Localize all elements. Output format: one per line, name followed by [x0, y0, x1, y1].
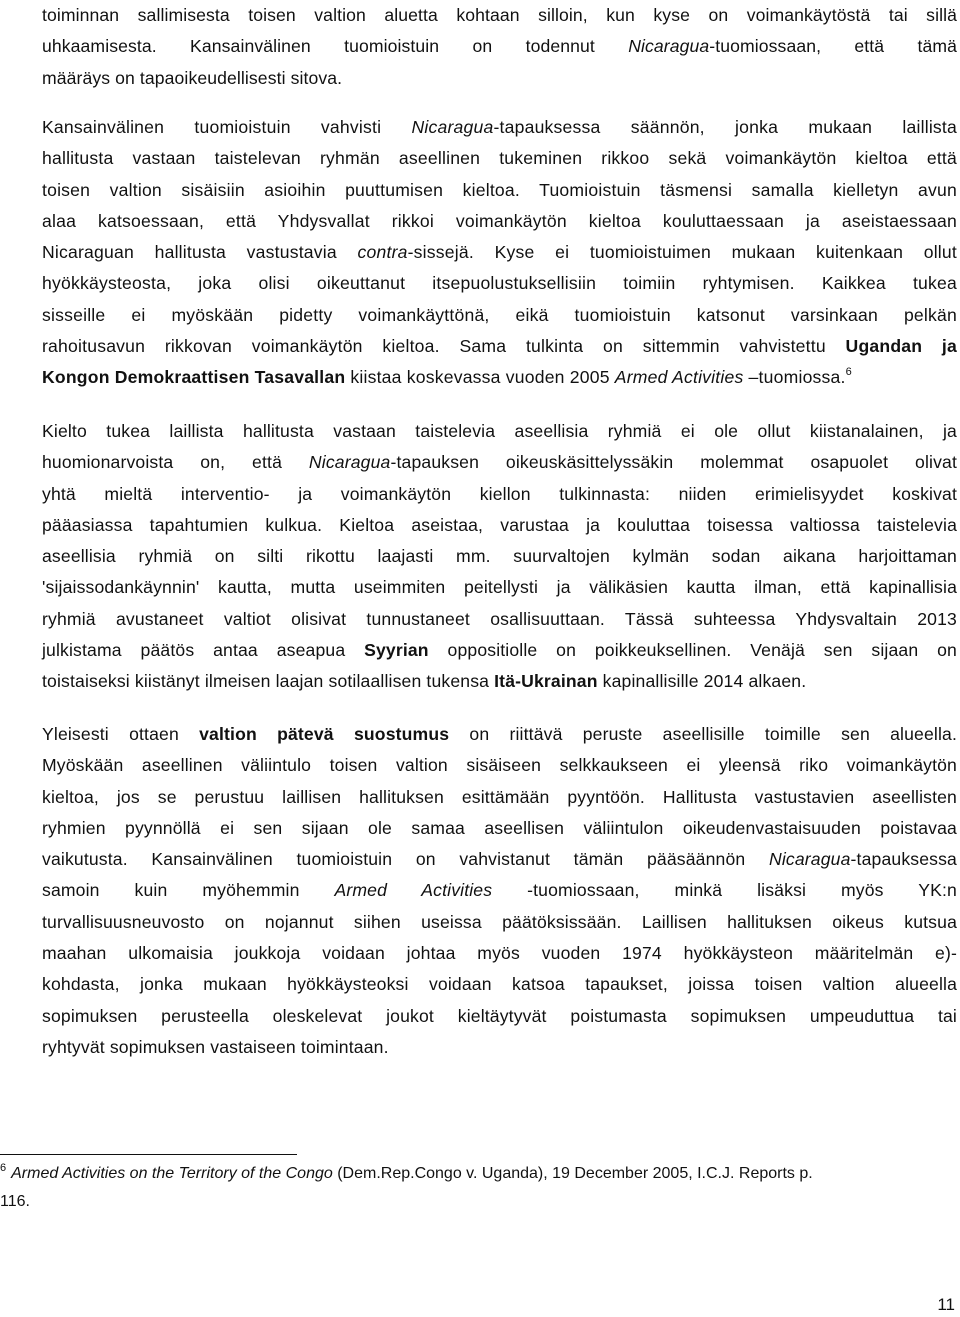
text-segment: ryhmiä avustaneet valtiot olisivat tunnustaneet osallisuuttaan. Tässä suhteessa Yhdysvaltain 2013	[42, 608, 957, 629]
text-segment: huomionarvoista on, että	[42, 452, 309, 473]
page-number: 11	[937, 1295, 955, 1314]
text-line	[42, 268, 957, 299]
text-segment: aseellisia ryhmiä on silti rikottu laajasti mm. suurvaltojen kylmän sodan aikana harjoittaman	[42, 546, 957, 567]
paragraph-intro	[42, 0, 957, 94]
text-segment: -tapauksen oikeuskäsittelyssäkin molemmat osapuolet olivat	[390, 452, 958, 473]
text-segment: vaikutusta. Kansainvälinen tuomioistuin on vahvistanut tämän pääsäännön	[42, 849, 769, 870]
paragraph-nicaragua-case	[42, 112, 957, 394]
text-line	[42, 813, 957, 844]
text-segment: Kielto tukea laillista hallitusta vastaan taistelevia aseellisia ryhmiä ei ole ollut kiistanalainen, ja	[42, 421, 957, 441]
text-line	[42, 31, 957, 62]
text-segment: Myöskään aseellinen väliintulo toisen valtion sisäiseen selkkaukseen ei yleensä riko voimankäytön	[42, 755, 957, 776]
text-line	[42, 479, 957, 510]
text-segment: kohdasta, jonka mukaan hyökkäysteoksi voidaan katsoa tapaukset, joissa toisen valtion alueella	[42, 974, 957, 995]
case-name-italic: Nicaragua	[628, 36, 710, 57]
text-line	[42, 300, 957, 331]
text-segment: maahan ulkomaisia joukkoja voidaan johtaa myös vuoden 1974 hyökkäysteon määritelmän e)-	[42, 943, 957, 964]
text-line	[42, 875, 957, 906]
bold-term: Ugandan ja	[845, 336, 958, 357]
text-segment: turvallisuusneuvosto on nojannut siihen useissa päätöksissään. Laillisen hallituksen oikeus kutsua	[42, 911, 957, 932]
text-segment: -tapauksessa	[850, 849, 957, 870]
text-segment: kapinallisille 2014 alkaen.	[597, 671, 807, 692]
text-segment: Nicaraguan hallitusta vastustavia	[42, 242, 358, 263]
text-segment: yhtä mieltä interventio- ja voimankäytön kiellon tulkinnasta: niiden erimielisyydet koskivat	[42, 483, 957, 504]
text-segment: uhkaamisesta. Kansainvälinen tuomioistuin on todennut	[42, 36, 629, 57]
text-segment: -tuomiossaan, minkä lisäksi myös YK:n	[492, 880, 957, 901]
text-segment: hyökkäysteosta, joka olisi oikeuttanut itsepuolustuksellisiin toimiin ryhtymisen. Kaikkea tukea	[42, 273, 957, 294]
text-line	[42, 63, 957, 94]
text-segment: -sissejä. Kyse ei tuomioistuimen mukaan kuitenkaan ollut	[407, 242, 957, 263]
footnote-page: 116.	[0, 1193, 30, 1210]
text-segment: määräys on tapaoikeudellisesti sitova.	[42, 67, 343, 88]
text-segment: toistaiseksi kiistänyt ilmeisen laajan sotilaallisen tukensa	[42, 671, 495, 692]
case-name-italic: Armed Activities	[334, 880, 493, 901]
text-segment: –tuomiossa.	[743, 367, 846, 388]
text-segment: samoin kuin myöhemmin	[42, 880, 335, 901]
text-segment: Yleisesti ottaen	[42, 724, 200, 744]
text-segment: toiminnan sallimisesta toisen valtion aluetta kohtaan silloin, kun kyse on voimankäytöstä tai sillä	[42, 5, 957, 25]
text-segment: Kansainvälinen tuomioistuin vahvisti	[42, 117, 412, 137]
text-segment: toisen valtion sisäisiin asioihin puuttumisen kieltoa. Tuomioistuin täsmensi samalla kielletyn avun	[42, 179, 957, 200]
bold-term: Kongon Demokraattisen Tasavallan	[42, 367, 346, 388]
text-segment: kiistaa koskevassa vuoden 2005	[345, 367, 615, 388]
footnote-separator	[0, 1154, 297, 1155]
text-line	[42, 782, 957, 813]
paragraph-armed-groups	[42, 416, 957, 698]
text-line	[42, 572, 957, 603]
text-segment: oppositiolle on poikkeuksellinen. Venäjä sen sijaan on	[428, 640, 957, 661]
footnote-reference[interactable]: 6	[845, 366, 852, 379]
text-line	[42, 362, 957, 393]
text-line	[42, 175, 957, 206]
text-segment: julkistama päätös antaa aseapua	[42, 640, 365, 661]
case-name-italic: Armed Activities	[614, 367, 744, 388]
bold-term: Syyrian	[364, 640, 429, 661]
case-name-italic: Nicaragua	[308, 452, 391, 473]
text-line	[42, 206, 957, 237]
text-line	[42, 0, 957, 31]
text-line	[42, 844, 957, 875]
text-line	[42, 237, 957, 268]
text-line	[42, 969, 957, 1000]
text-line	[42, 635, 957, 666]
bold-term: Itä-Ukrainan	[494, 671, 598, 692]
text-segment: 'sijaissodankäynnin' kautta, mutta useimmiten peitellysti ja välikäsien kautta ilman, että kapinallisia	[42, 577, 957, 598]
text-segment: -tuomiossaan, että tämä	[709, 36, 957, 57]
text-line	[42, 1001, 957, 1032]
text-line	[42, 447, 957, 478]
text-segment: sisseille ei myöskään pidetty voimankäyttönä, eikä tuomioistuin katsonut varsinkaan pelkän	[42, 304, 957, 325]
text-segment: alaa katsoessaan, että Yhdysvallat rikkoi voimankäytön kieltoa kouluttaessaan ja aseistaessaan	[42, 210, 957, 231]
text-segment: sopimuksen perusteella oleskelevat joukot kieltäytyvät poistumasta sopimuksen umpeuduttua tai	[42, 1005, 957, 1026]
text-line	[42, 907, 957, 938]
italic-term: contra	[357, 242, 408, 263]
footnote-marker: 6	[0, 1162, 7, 1174]
footnote-citation: (Dem.Rep.Congo v. Uganda), 19 December 2005, I.C.J. Reports p.	[332, 1165, 813, 1182]
bold-term: valtion pätevä suostumus	[199, 724, 450, 744]
text-line	[42, 1032, 957, 1063]
text-segment: on riittävä peruste aseellisille toimille sen alueella.	[449, 724, 957, 744]
text-line	[42, 938, 957, 969]
text-line	[42, 510, 957, 541]
text-line	[42, 143, 957, 174]
text-line	[42, 719, 957, 750]
text-line	[42, 666, 957, 697]
case-name-italic: Nicaragua	[411, 117, 494, 137]
text-line	[42, 112, 957, 143]
paragraph-consent	[42, 719, 957, 1063]
text-segment: kieltoa, jos se perustuu laillisen hallituksen esittämään pyyntöön. Hallitusta vastustavien aseellisten	[42, 786, 957, 807]
text-line	[42, 416, 957, 447]
footnote-case-title: Armed Activities on the Territory of the Congo	[11, 1165, 333, 1182]
text-segment: pääasiassa tapahtumien kulkua. Kieltoa aseistaa, varustaa ja kouluttaa toisessa valtiossa taistelevia	[42, 514, 957, 535]
text-segment: ryhtyvät sopimuksen vastaiseen toimintaan.	[42, 1036, 389, 1057]
text-segment: rahoitusavun rikkovan voimankäytön kieltoa. Sama tulkinta on sittemmin vahvistettu	[42, 336, 846, 357]
text-segment: ryhmien pyynnöllä ei sen sijaan ole samaa aseellisen väliintulon oikeudenvastaisuuden poistavaa	[42, 817, 957, 838]
text-segment: -tapauksessa säännön, jonka mukaan laillista	[493, 117, 957, 137]
text-line	[42, 750, 957, 781]
text-segment: hallitusta vastaan taistelevan ryhmän aseellinen tukeminen rikkoo sekä voimankäytön kieltoa että	[42, 148, 957, 169]
case-name-italic: Nicaragua	[769, 849, 851, 870]
text-line	[42, 331, 957, 362]
text-line	[42, 541, 957, 572]
footnote	[0, 1160, 945, 1216]
text-line	[42, 604, 957, 635]
